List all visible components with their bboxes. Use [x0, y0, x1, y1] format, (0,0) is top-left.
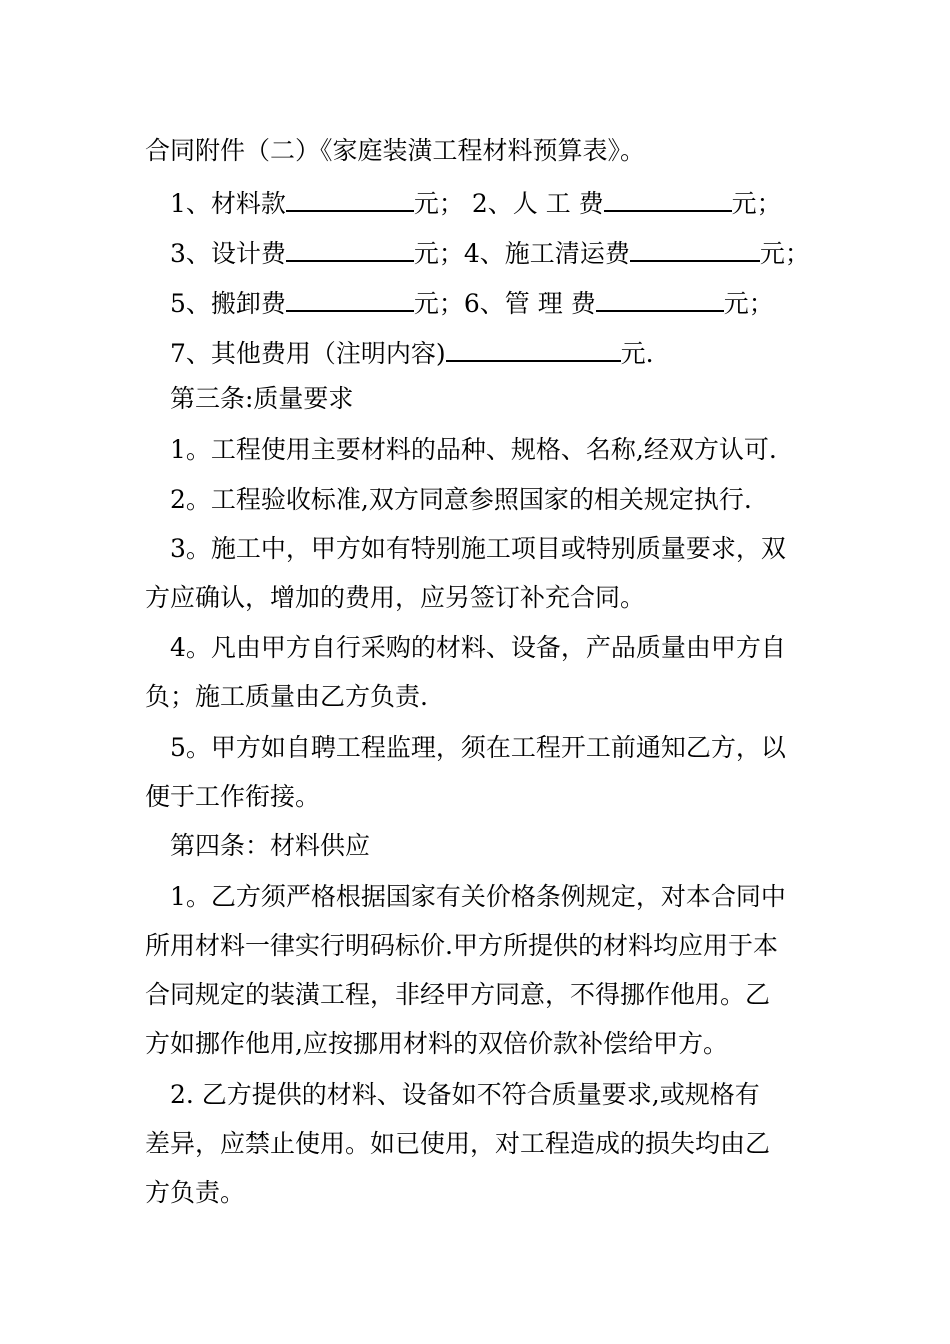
article-4-item-1-line-1: 1。乙方须严格根据国家有关价格条例规定，对本合同中	[170, 882, 786, 911]
article-4-item-1-line-2: 所用材料一律实行明码标价.甲方所提供的材料均应用于本	[145, 931, 778, 960]
article-3-heading: 第三条:质量要求	[170, 384, 354, 413]
fee-label-labor: 元； 2、人 工 费	[413, 189, 604, 218]
article-4-item-2-line-1: 2. 乙方提供的材料、设备如不符合质量要求,或规格有	[170, 1080, 760, 1109]
fee-unit: 元；	[723, 289, 774, 318]
fee-row-3	[170, 286, 830, 319]
article-4-item-2-line-3: 方负责。	[145, 1178, 246, 1207]
fee-label-design: 3、设计费	[170, 239, 286, 268]
article-3-item-5-line-2: 便于工作衔接。	[145, 782, 321, 811]
fee-label-moving: 5、搬卸费	[170, 289, 286, 318]
fee-label-cleanup: 元；4、施工清运费	[413, 239, 630, 268]
blank-field-materials[interactable]	[286, 186, 414, 212]
blank-field-labor[interactable]	[604, 186, 732, 212]
fee-unit: 元.	[620, 339, 654, 368]
article-4-item-1-line-3: 合同规定的装潢工程，非经甲方同意，不得挪作他用。乙	[145, 980, 771, 1009]
blank-field-moving[interactable]	[286, 286, 414, 312]
article-4-item-2-line-2: 差异，应禁止使用。如已使用，对工程造成的损失均由乙	[145, 1129, 771, 1158]
article-3-item-3-line-2: 方应确认，增加的费用，应另签订补充合同。	[145, 583, 646, 612]
blank-field-cleanup[interactable]	[630, 236, 760, 262]
blank-field-design[interactable]	[286, 236, 414, 262]
article-3-item-2: 2。工程验收标准,双方同意参照国家的相关规定执行.	[170, 485, 752, 514]
article-3-item-4-line-2: 负；施工质量由乙方负责.	[145, 682, 428, 711]
fee-row-1	[170, 186, 830, 219]
fee-unit: 元；	[731, 189, 782, 218]
article-4-item-1-line-4: 方如挪作他用,应按挪用材料的双倍价款补偿给甲方。	[145, 1029, 728, 1058]
fee-unit: 元；	[759, 239, 810, 268]
article-3-item-5-line-1: 5。甲方如自聘工程监理，须在工程开工前通知乙方，以	[170, 733, 786, 762]
annex-line: 合同附件（二）《家庭装潢工程材料预算表》。	[145, 136, 646, 165]
blank-field-other[interactable]	[446, 336, 621, 362]
article-3-item-4-line-1: 4。凡由甲方自行采购的材料、设备，产品质量由甲方自	[170, 633, 786, 662]
fee-label-materials: 1、材料款	[170, 189, 286, 218]
fee-row-2	[170, 236, 830, 269]
fee-row-4	[170, 336, 830, 369]
article-4-heading: 第四条：材料供应	[170, 831, 371, 860]
blank-field-management[interactable]	[596, 286, 724, 312]
article-3-item-3-line-1: 3。施工中，甲方如有特别施工项目或特别质量要求，双	[170, 534, 786, 563]
fee-label-other: 7、其他费用（注明内容)	[170, 339, 446, 368]
article-3-item-1: 1。工程使用主要材料的品种、规格、名称,经双方认可.	[170, 435, 777, 464]
fee-label-management: 元；6、管 理 费	[413, 289, 596, 318]
